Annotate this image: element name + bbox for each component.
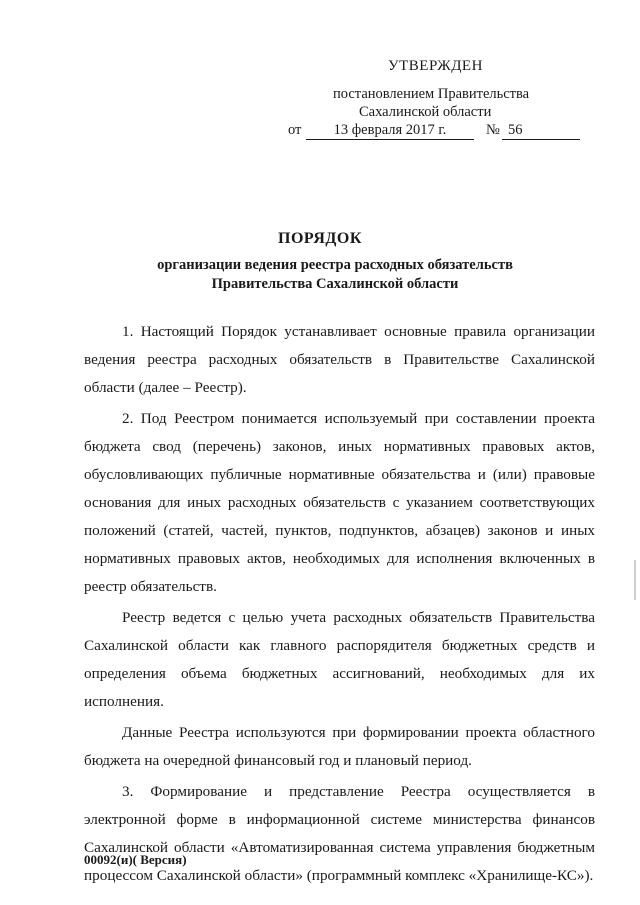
- document-body: [84, 318, 595, 893]
- paragraph-5: 3. Формирование и представление Реестра осуществляется в электронной форме в информационной системе министерства финансов Сахалинской области «Автоматизированная система управления бюджетным процессом Сахалинской области» (программный комплекс «Хранилище-КС»).: [84, 783, 595, 884]
- document-title: ПОРЯДОК: [278, 230, 362, 247]
- approval-from-label: от: [288, 122, 302, 138]
- footer-version-code: 00092(и)( Версия): [84, 852, 187, 867]
- approval-number-label: №: [486, 122, 500, 138]
- paragraph-4: Данные Реестра используются при формировании проекта областного бюджета на очередной финансовый год и плановый период.: [84, 724, 595, 769]
- paragraph-3: Реестр ведется с целью учета расходных обязательств Правительства Сахалинской области как главного распорядителя бюджетных средств и определения объема бюджетных ассигнований, необходимых для их исполнения.: [84, 609, 595, 710]
- scan-edge-mark: [634, 560, 636, 600]
- approval-stamp: [0, 0, 640, 150]
- approval-number: 56: [502, 122, 580, 140]
- paragraph-2: 2. Под Реестром понимается используемый при составлении проекта бюджета свод (перечень) законов, иных нормативных правовых актов, обусловливающих публичные нормативные обязательства и (или) правовые основания для иных расходных обязательств с указанием соответствующих положений (статей, частей, пунктов, подпунктов, абзацев) законов и иных нормативных правовых актов, необходимых для исполнения включенных в реестр обязательств.: [84, 410, 595, 595]
- approval-title: УТВЕРЖДЕН: [388, 58, 483, 74]
- paragraph-1: 1. Настоящий Порядок устанавливает основные правила организации ведения реестра расходных обязательств в Правительстве Сахалинской области (далее – Реестр).: [84, 323, 595, 396]
- approval-date: 13 февраля 2017 г.: [306, 122, 474, 140]
- approval-line-2: Сахалинской области: [359, 104, 492, 120]
- document-subtitle: организации ведения реестра расходных обязательств Правительства Сахалинской области: [157, 257, 513, 292]
- approval-line-1: постановлением Правительства: [333, 86, 530, 102]
